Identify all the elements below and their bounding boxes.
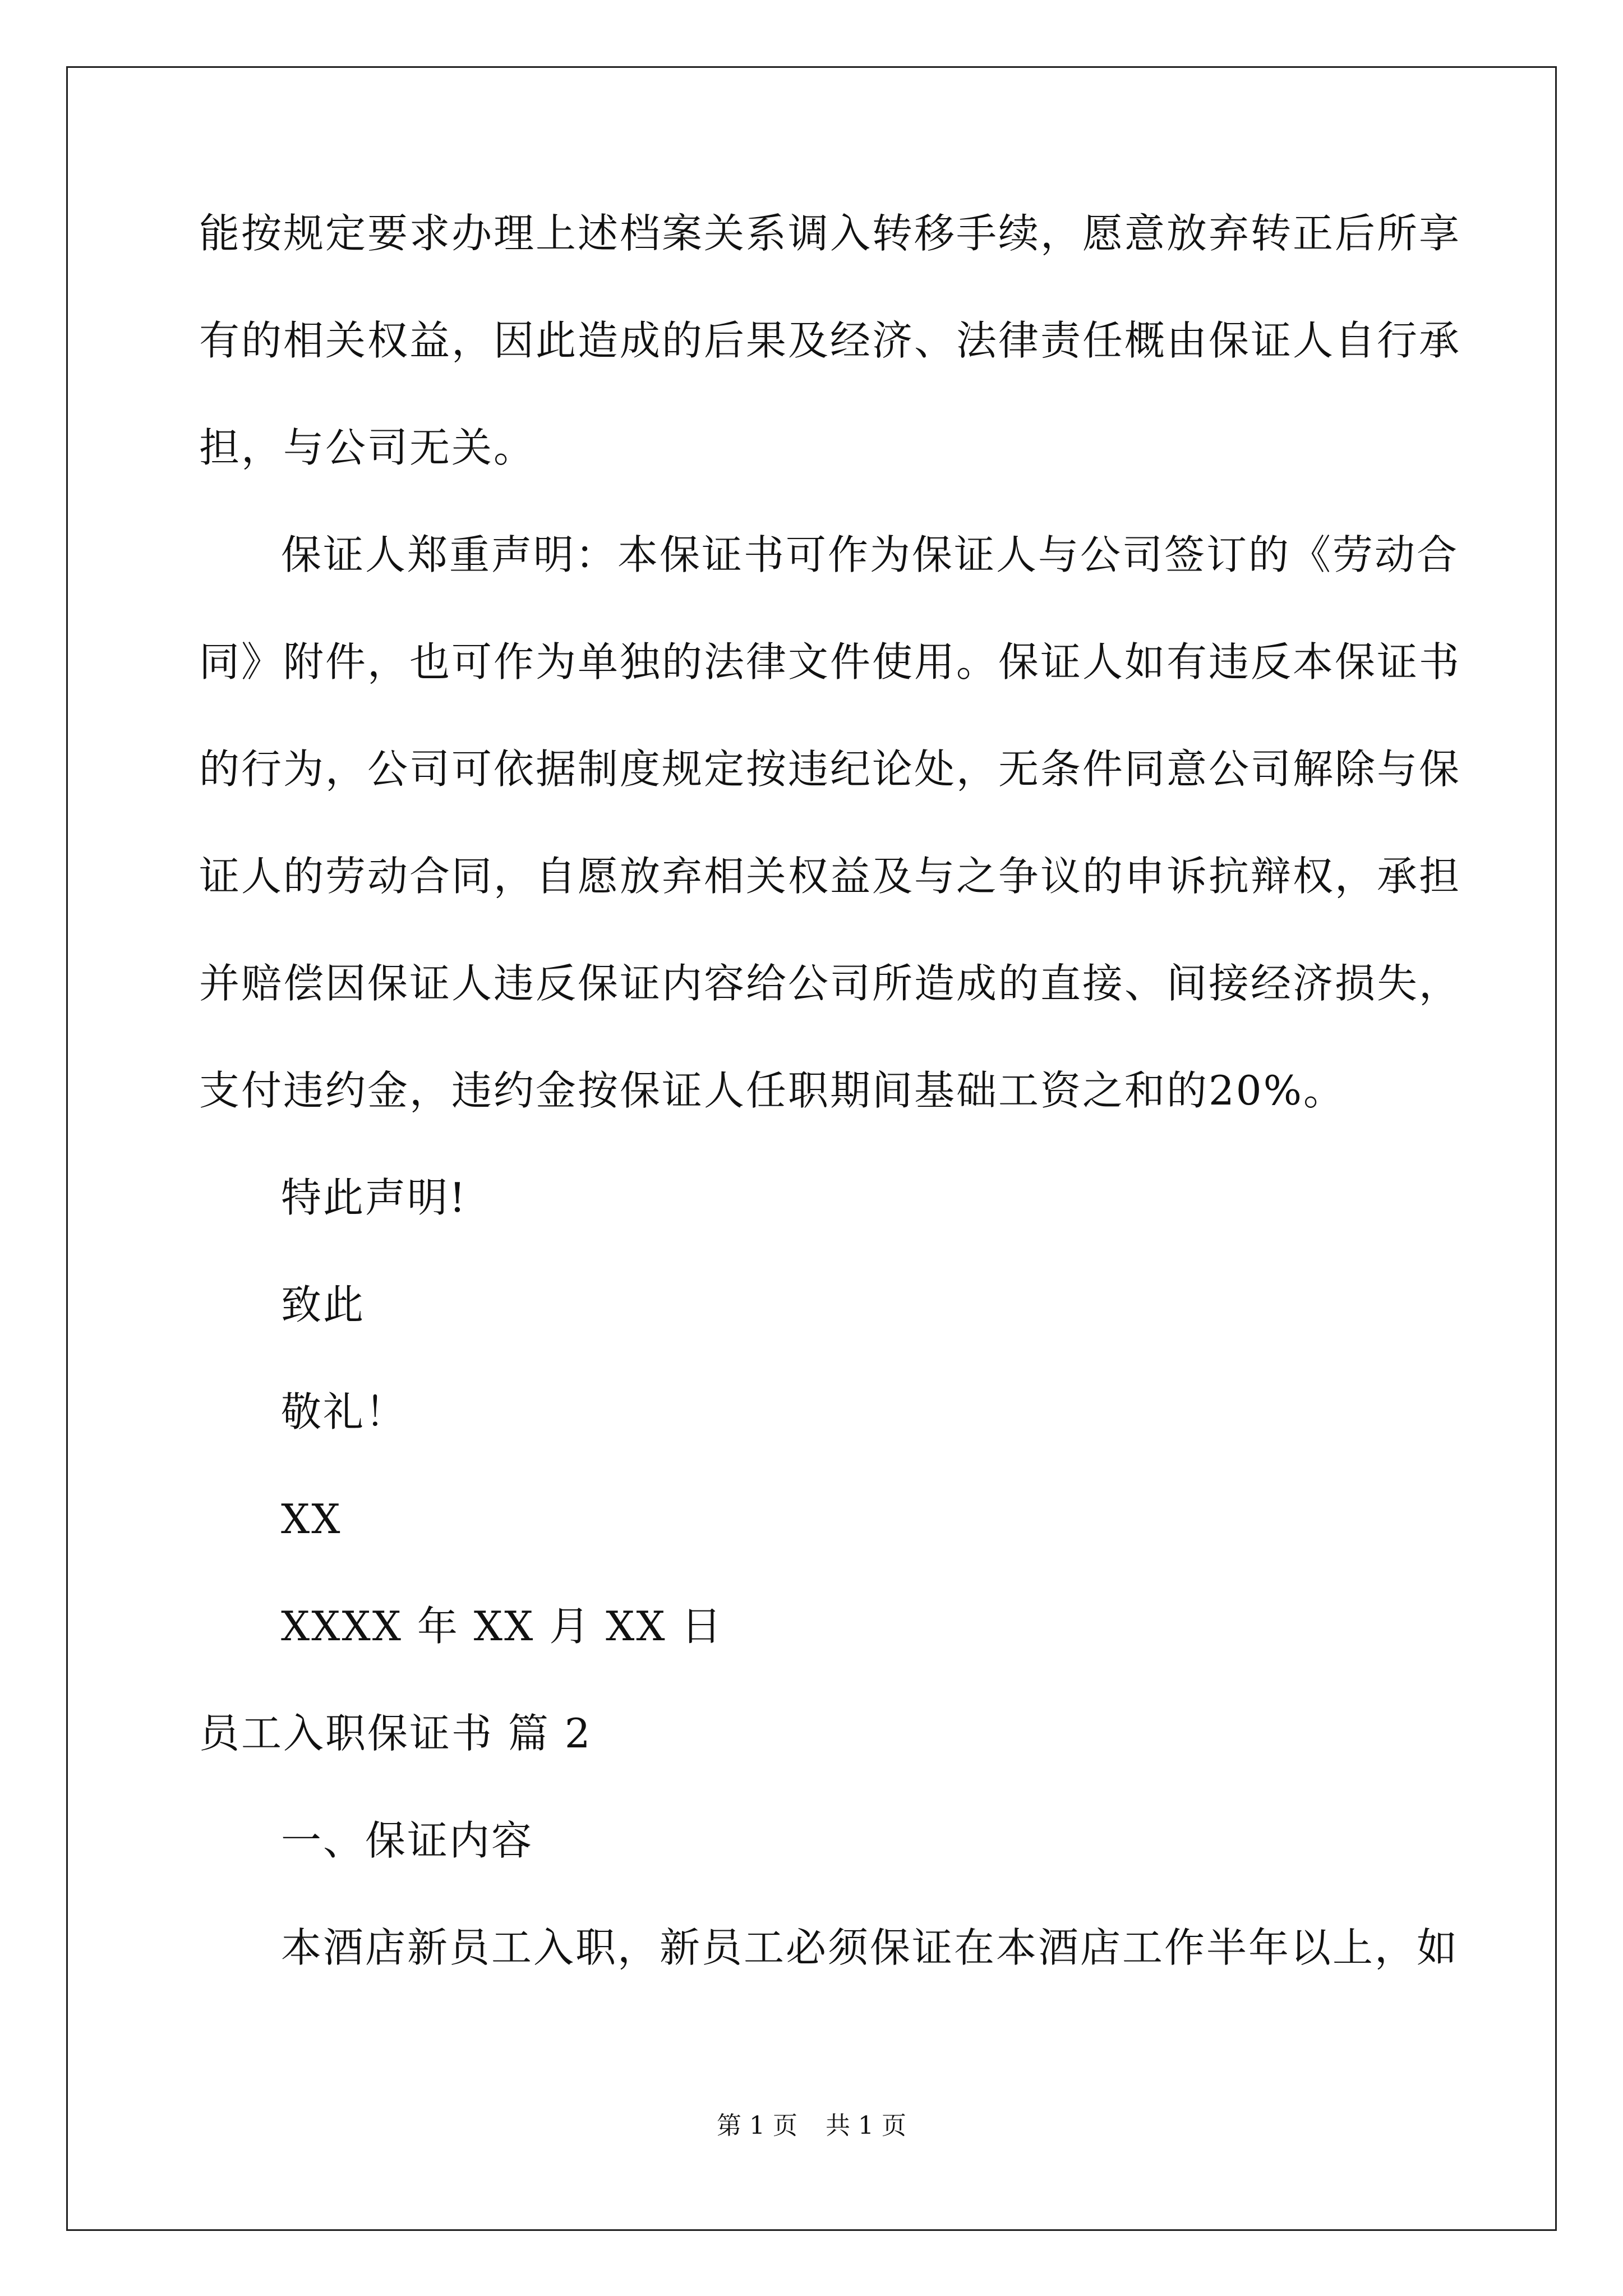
closing-line: 致此 (281, 1281, 366, 1328)
page-number: 第 1 页 (717, 2111, 797, 2140)
text-line: 支付违约金，违约金按保证人任职期间基础工资之和的20%。 (199, 1067, 1346, 1114)
text-line: 证人的劳动合同，自愿放弃相关权益及与之争议的申诉抗辩权，承担 (199, 853, 1461, 900)
text-line: 能按规定要求办理上述档案关系调入转移手续，愿意放弃转正后所享 (199, 210, 1461, 257)
salutation-line: 敬礼！ (281, 1388, 408, 1435)
document-body (199, 210, 1461, 2035)
declaration-line: 特此声明! (281, 1174, 467, 1221)
text-line: 担，与公司无关。 (199, 424, 536, 471)
text-line: 的行为，公司可依据制度规定按违纪论处，无条件同意公司解除与保 (199, 746, 1461, 793)
text-line: 本酒店新员工入职，新员工必须保证在本酒店工作半年以上，如 (281, 1924, 1459, 1971)
text-line: 并赔偿因保证人违反保证内容给公司所造成的直接、间接经济损失， (199, 960, 1461, 1007)
subsection-heading: 一、保证内容 (281, 1817, 534, 1864)
signature-name: XX (281, 1496, 342, 1543)
signature-date: XXXX 年 XX 月 XX 日 (281, 1603, 723, 1650)
page-total: 共 1 页 (826, 2111, 906, 2140)
section-heading: 员工入职保证书 篇 2 (199, 1710, 592, 1757)
text-line: 同》附件，也可作为单独的法律文件使用。保证人如有违反本保证书 (199, 638, 1461, 685)
page-footer (0, 2111, 1623, 2140)
text-line: 保证人郑重声明：本保证书可作为保证人与公司签订的《劳动合 (281, 531, 1459, 578)
text-line: 有的相关权益，因此造成的后果及经济、法律责任概由保证人自行承 (199, 317, 1461, 364)
